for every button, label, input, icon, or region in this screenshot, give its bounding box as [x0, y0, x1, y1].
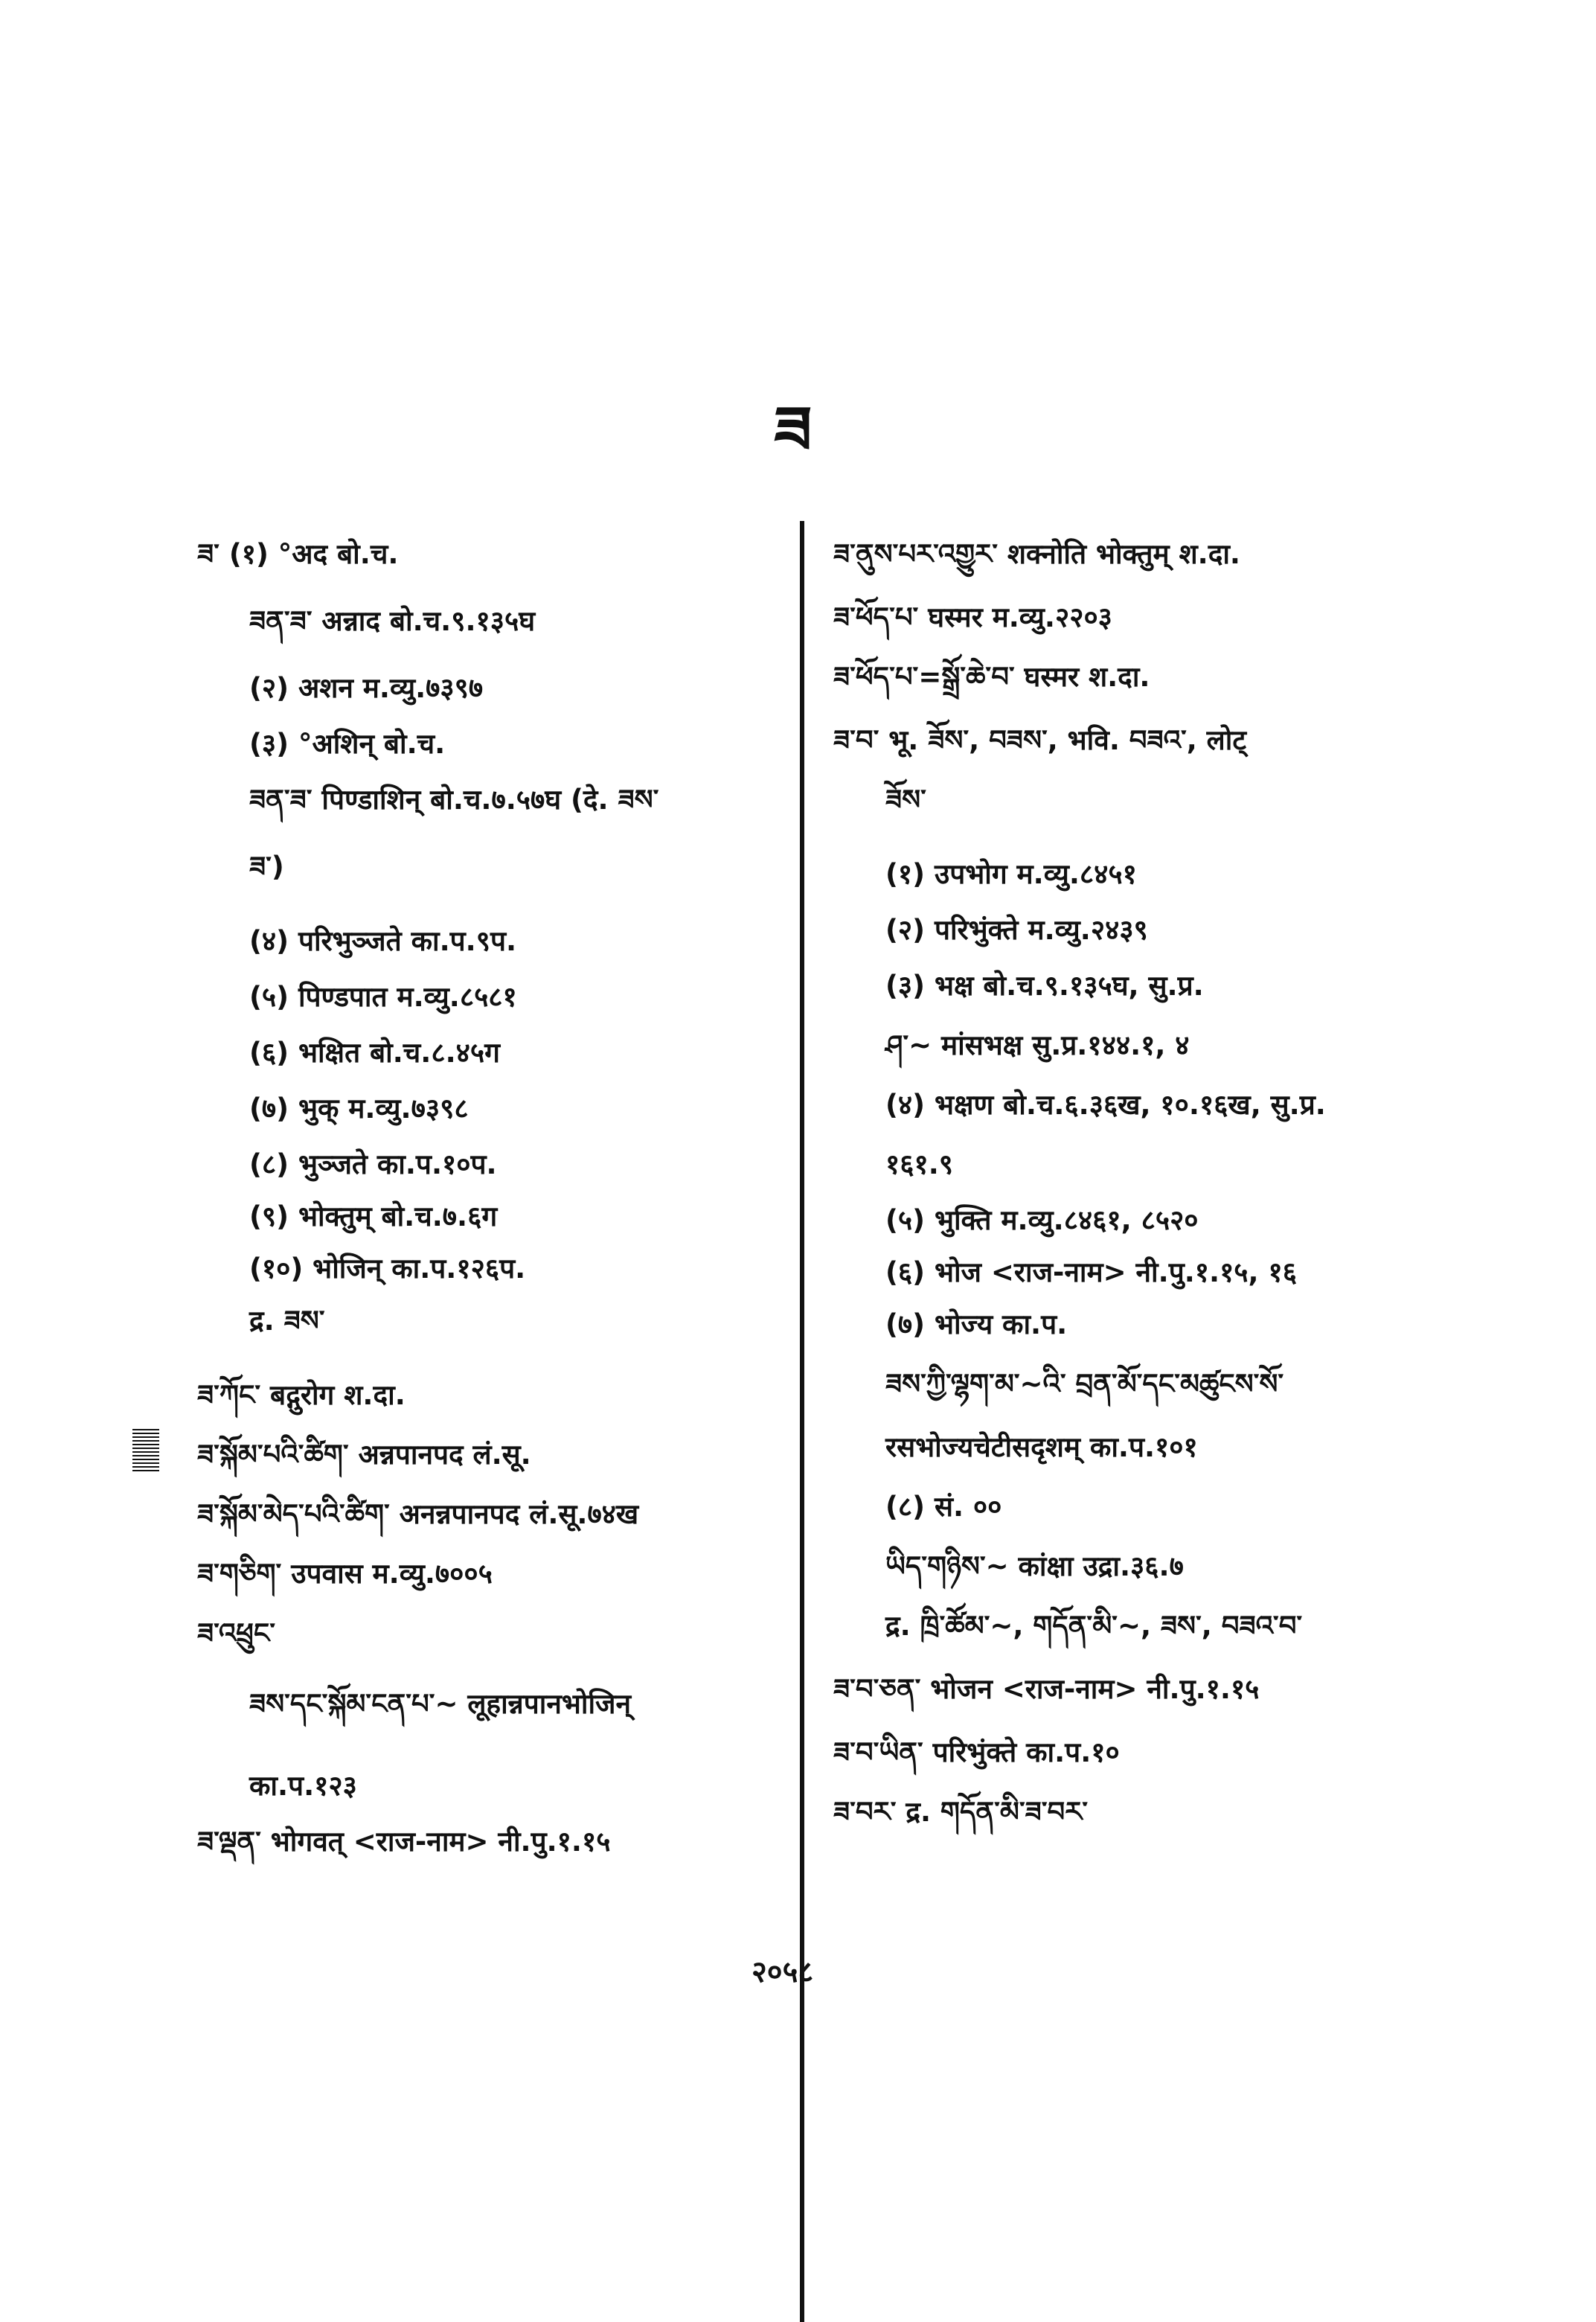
entry-subline: ཡིད་གཉིས་~ कांक्षा उद्रा.३६.७ [885, 1550, 1184, 1582]
entry-subline: (७) भोज्य का.प. [885, 1308, 1068, 1340]
entry-subline: (१) उपभोग म.व्यु.८४५१ [885, 858, 1137, 890]
entry-headword-line: ཟ་ཕོད་པ་=སྒྲོ་ཆེ་བ་ घस्मर श.दा. [833, 661, 1150, 693]
entry-subline: द्र. ཟས་ [249, 1305, 325, 1337]
entry-headword-line: ཟ་བ་ཅན་ भोजन <राज-नाम> नी.पु.१.१५ [833, 1673, 1260, 1705]
entry-subline: का.प.१२३ [249, 1770, 357, 1802]
entry-subline: (८) सं. ०० [885, 1491, 1002, 1523]
entry-subline: ཤ་~ मांसभक्ष सु.प्र.१४४.१, ४ [885, 1029, 1190, 1061]
entry-subline: (१०) भोजिन् का.प.१२६प. [249, 1253, 526, 1285]
entry-subline: ཟས་དང་སྐོམ་ངན་པ་~ लूहान्नपानभोजिन् [249, 1688, 632, 1720]
entry-headword-line: ཟ་བར་ द्र. གདོན་མི་ཟ་བར་ [833, 1796, 1089, 1828]
entry-subline: (२) परिभुंक्ते म.व्यु.२४३९ [885, 914, 1148, 946]
entry-headword-line: ཟ་འཕྲུང་ [197, 1617, 275, 1649]
entry-subline: (३) भक्ष बो.च.९.१३५घ, सु.प्र. [885, 970, 1204, 1002]
entry-subline: (२) अशन म.व्यु.७३९७ [249, 672, 484, 704]
entry-headword-line: ཟ་སྐོམ་པའི་ཚིག་ अन्नपानपद लं.सू. [197, 1439, 531, 1471]
entry-headword-line: ཟ་བ་ཡིན་ परिभुंक्ते का.प.१० [833, 1736, 1120, 1768]
page-number: २०५८ [751, 1955, 814, 1989]
entry-headword-line: ཟ་ཕོད་པ་ घस्मर म.व्यु.२२०३ [833, 601, 1112, 633]
entry-subline: रसभोज्यचेटीसदृशम् का.प.१०१ [885, 1431, 1198, 1463]
entry-subline: (५) पिण्डपात म.व्यु.८५८१ [249, 981, 517, 1013]
entry-subline: (६) भोज <राज-नाम> नी.पु.१.१५, १६ [885, 1256, 1297, 1288]
entry-subline: ཟན་ཟ་ पिण्डाशिन् बो.च.७.५७घ (दे. ཟས་ [249, 784, 659, 816]
entry-subline: (६) भक्षित बो.च.८.४५ग [249, 1037, 500, 1069]
entry-headword-line: ཟ་ལྡན་ भोगवत् <राज-नाम> नी.पु.१.१५ [197, 1826, 611, 1858]
entry-subline: ཟས་ཀྱི་ལྷག་མ་~འི་ བྲན་མོ་དང་མཚུངས་སོ་ [885, 1368, 1284, 1400]
entry-subline: (९) भोक्तुम् बो.च.७.६ग [249, 1200, 498, 1232]
entry-subline: ཟ་) [249, 851, 284, 883]
entry-headword-line: ཟ་སྐོམ་མེད་པའི་ཚིག་ अनन्नपानपद लं.सू.७४ख [197, 1498, 639, 1530]
entry-subline: (४) परिभुञ्जते का.प.९प. [249, 925, 517, 957]
entry-subline: (५) भुक्ति म.व्यु.८४६१, ८५२० [885, 1204, 1199, 1236]
entry-subline: ཟོས་ [885, 784, 926, 816]
margin-mark [132, 1429, 159, 1474]
entry-subline: द्र. ཁྲི་ཚོམ་~, གདོན་མི་~, ཟས་, བཟའ་བ་ [885, 1610, 1303, 1642]
entry-headword-line: ཟ་ཀོང་ बद्गुरोग श.दा. [197, 1379, 406, 1411]
entry-subline: (४) भक्षण बो.च.६.३६ख, १०.१६ख, सु.प्र. [885, 1089, 1326, 1121]
entry-subline: ཟན་ཟ་ अन्नाद बो.च.९.१३५घ [249, 605, 536, 637]
entry-headword-line: ཟ་བ་ भू. ཟོས་, བཟས་, भवि. བཟའ་, लोट् [833, 724, 1246, 756]
column-divider [800, 521, 804, 2322]
entry-headword-line: ཟ་ (१) °अद बो.च. [197, 538, 399, 570]
entry-subline: (८) भुञ्जते का.प.१०प. [249, 1148, 497, 1180]
entry-subline: (७) भुक् म.व्यु.७३९८ [249, 1093, 469, 1125]
entry-subline: (३) °अशिन् बो.च. [249, 728, 446, 760]
entry-subline: १६१.९ [885, 1148, 954, 1180]
entry-headword-line: ཟ་གཅིག་ उपवास म.व्यु.७००५ [197, 1558, 493, 1590]
section-header-letter: ཟ [774, 393, 813, 467]
entry-headword-line: ཟ་ནུས་པར་འགྱུར་ शक्नोति भोक्तुम् श.दा. [833, 538, 1240, 570]
